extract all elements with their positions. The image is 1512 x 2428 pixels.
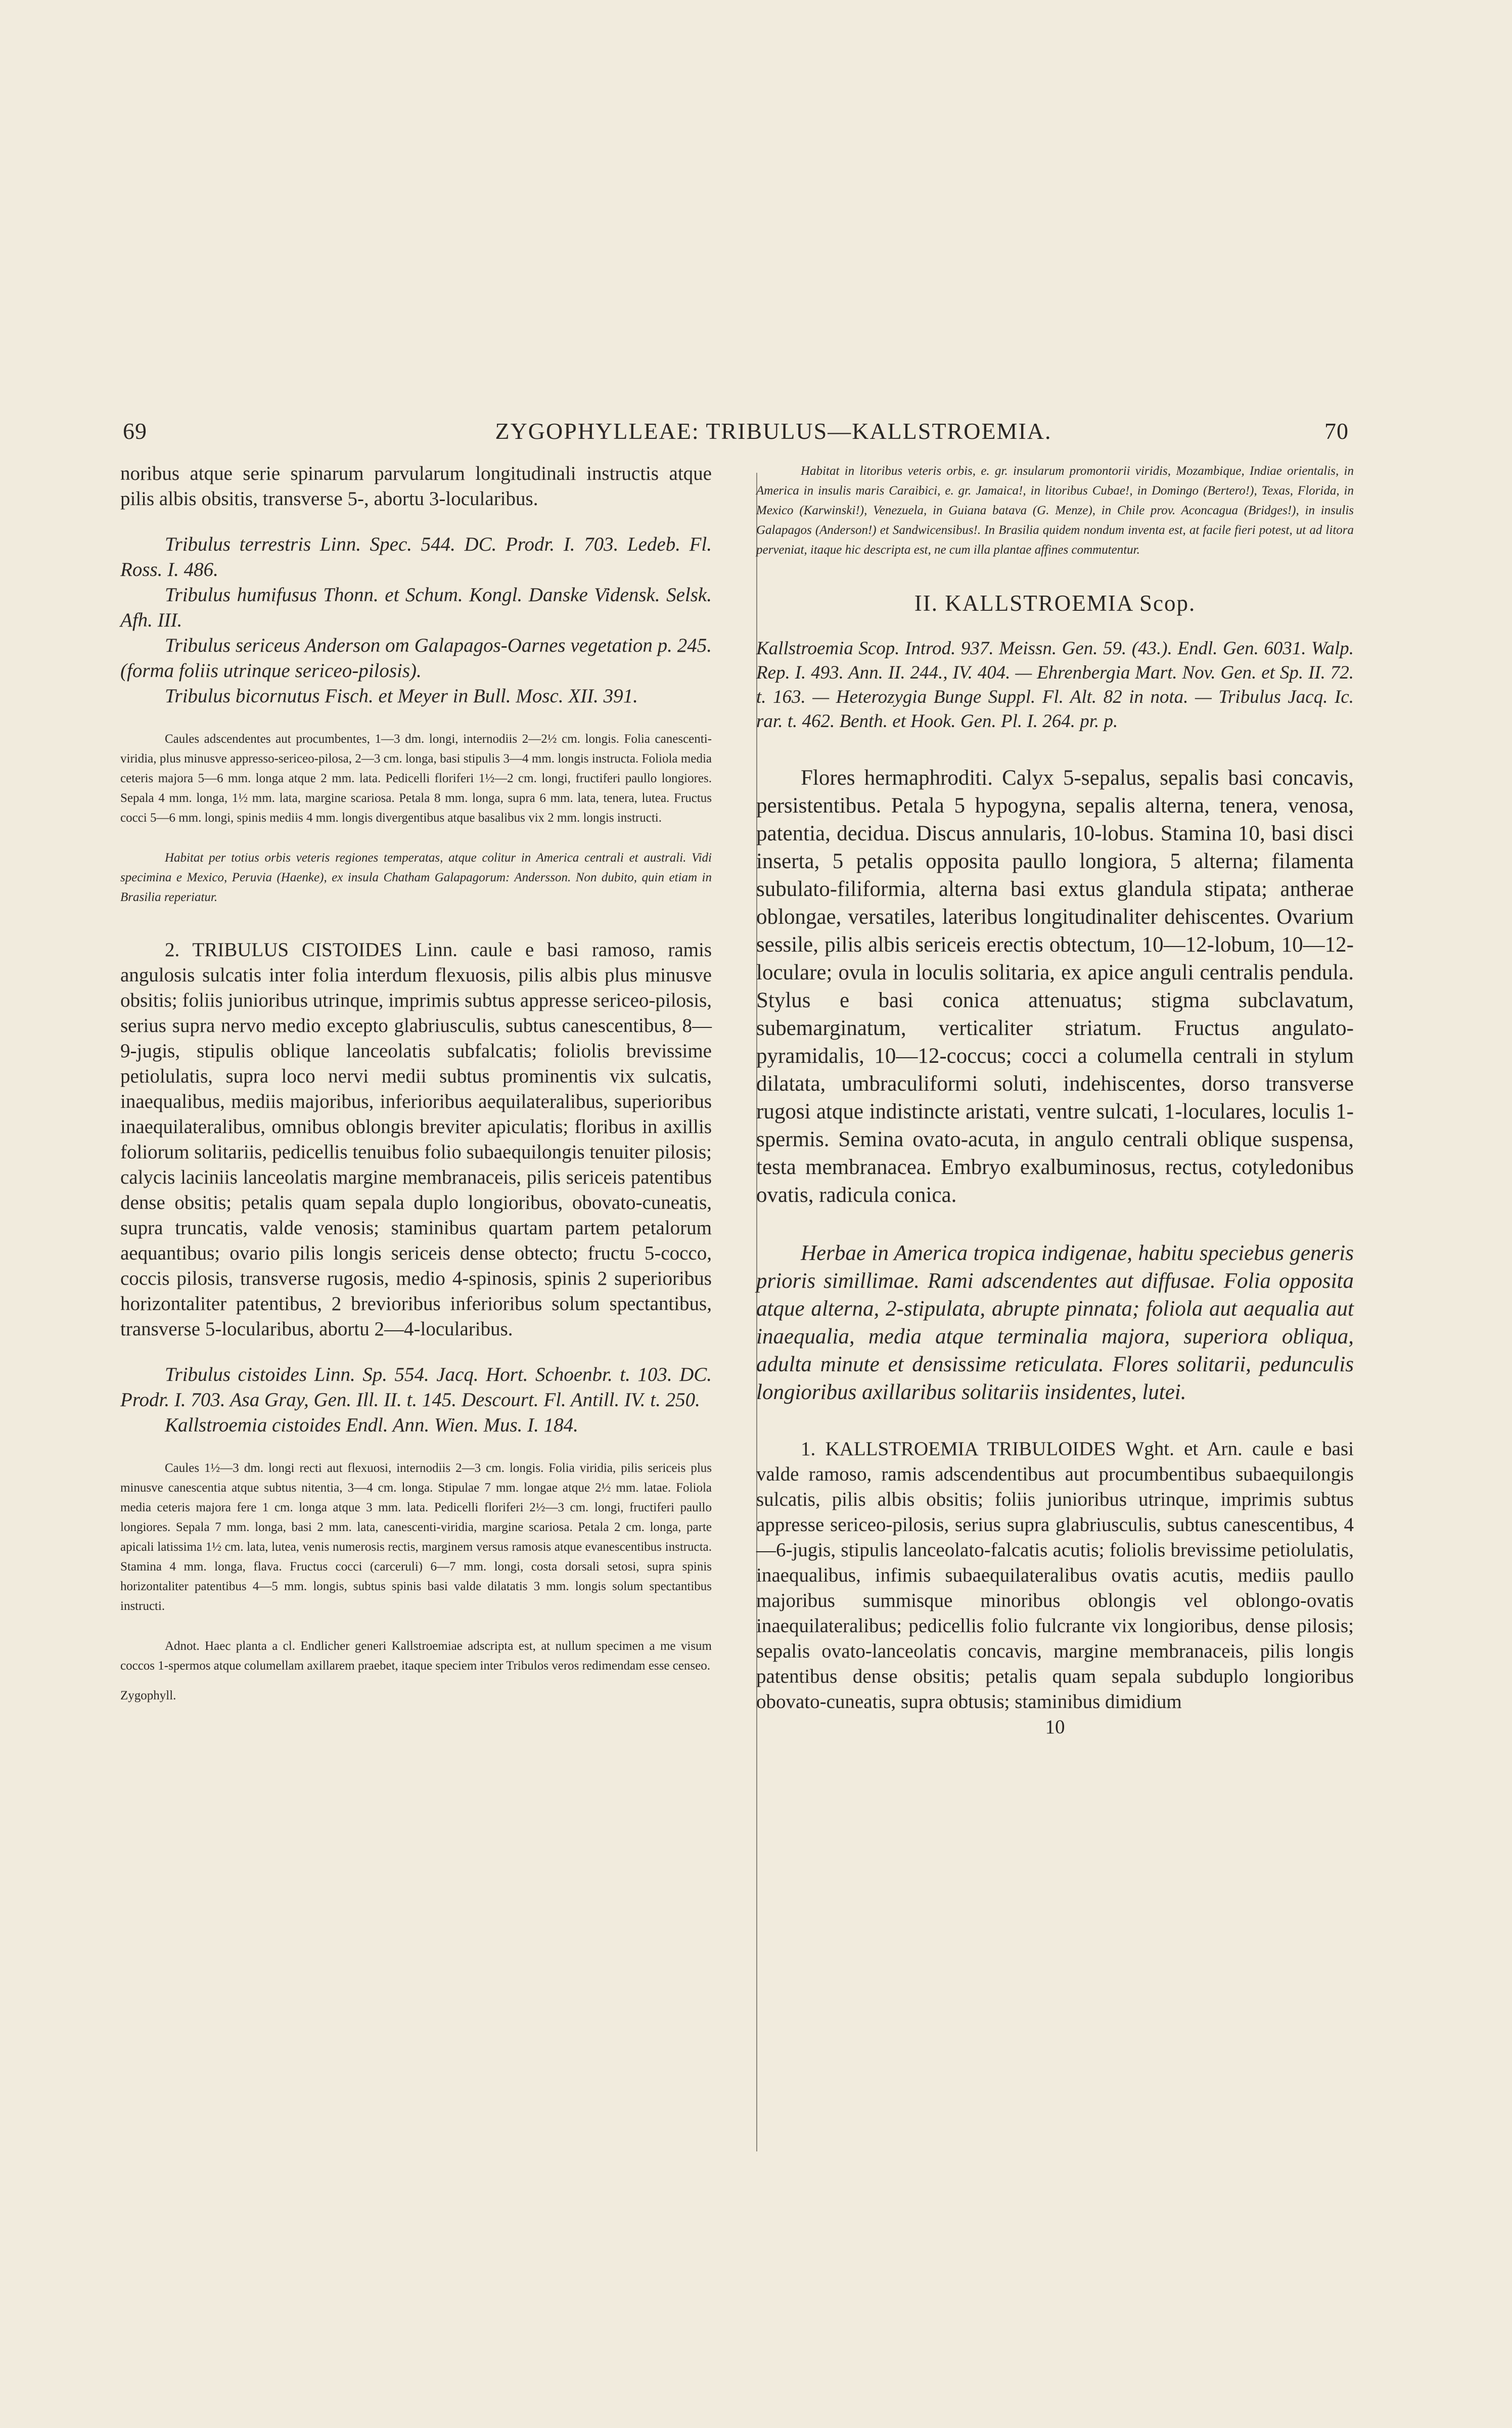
synonym-line: Tribulus sericeus Anderson om Galapagos-Oarnes vegetation p. 245. (forma foliis utrinque sericeo-pilosis). xyxy=(120,635,712,682)
synonym-line: Tribulus terrestris Linn. Spec. 544. DC. Prodr. I. 703. Ledeb. Fl. Ross. I. 486. xyxy=(120,533,712,580)
synonym-line: Kallstroemia cistoides Endl. Ann. Wien. Mus. I. 184. xyxy=(165,1414,578,1436)
species-description: 1. KALLSTROEMIA TRIBULOIDES Wght. et Arn. caule e basi valde ramoso, ramis adscendentibus aut procumbentibus subaequilongis sulcatis, pilis albis obsitis; foliis junioribus utrinque, imprimis subtus appresse sericeo-pilosis, serius supra glabriusculis, subtus canescentibus, 4—6-jugis, stipulis lanceolato-falcatis acutis; foliolis brevissime petiolulatis, inaequalibus, infimis subaequilateralibus ovatis acutis, mediis paullo majoribus summisque minoribus oblongis vel oblongo-ovatis inaequilateralibus; pedicellis folio fulcrante vix longioribus, dense pilosis; sepalis ovato-lanceolatis concavis, margine membranaceis, pilis longis patentibus dense obsitis; petalis quam sepala subduplo longioribus obovato-cuneatis, supra obtusis; staminibus dimidium xyxy=(756,1438,1354,1713)
species-description: 2. TRIBULUS CISTOIDES Linn. caule e basi ramoso, ramis angulosis sulcatis inter folia interdum flexuosis, pilis albis plus minusve obsitis; foliis junioribus utrinque, imprimis subtus appresse sericeo-pilosis, serius supra nervo medio excepto glabriusculis, subtus canescentibus, 8—9-jugis, stipulis oblique lanceolatis subfalcatis; foliolis brevissime petiolulatis, supra loco nervi medii subtus prominentis vix sulcatis, inaequalibus, mediis majoribus, inferioribus aequilateralibus, superioribus inaequilateralibus, omnibus oblongis breviter apiculatis; floribus in axillis foliorum solitariis, pedicellis tenuibus folio subaequilongis tenuiter pilosis; calycis laciniis lanceolatis margine membranaceis, pilis sericeis patentibus dense obsitis; petalis quam sepala duplo longioribus, obovato-cuneatis, supra truncatis, valde venosis; staminibus quartam partem petalorum aequantibus; ovario pilis longis sericeis dense obtecto; fructu 5-cocco, coccis pilosis, transverse rugosis, medio 4-spinosis, spinis 2 superioribus horizontaliter patentibus, 2 brevioribus inferioribus solum spectantibus, transverse 5-locularibus, abortu 2—4-locularibus. xyxy=(120,939,712,1340)
page-number-right: 70 xyxy=(1324,418,1349,444)
synonym-line: Tribulus humifusus Thonn. et Schum. Kongl. Danske Vidensk. Selsk. Afh. III. xyxy=(120,584,712,631)
genus-description: Flores hermaphroditi. Calyx 5-sepalus, sepalis basi concavis, persistentibus. Petala 5 hypogyna, sepalis alterna, tenera, venosa, patentia, decidua. Discus annularis, 10-lobus. Stamina 10, basi disci inserta, 5 petalis opposita paullo longiora, 5 alterna; filamenta subulato-filiformia, alterna basi extus glandula stipata; antherae oblongae, versatiles, lateribus longitudinaliter dehiscentes. Ovarium sessile, pilis albis sericeis erectis obtectum, 10—12-lobum, 10—12-loculare; ovula in loculis solitaria, ex apice anguli centralis pendula. Stylus e basi conica attenuatus; stigma subclavatum, subemarginatum, verticaliter striatum. Fructus angulato-pyramidalis, 10—12-coccus; cocci a columella centrali in stylum dilatata, umbraculiformi soluti, indehiscentes, dorso transverse rugosi atque indistincte aristati, ventre sulcati, 1-loculares, loculis 1-spermis. Semina ovato-acuta, in angulo centrali oblique suspensa, testa membranacea. Embryo exalbuminosus, rectus, cotyledonibus ovatis, radicula conica. xyxy=(756,766,1354,1207)
continued-description: noribus atque serie spinarum parvularum longitudinali instructis atque pilis albis obsitis, transverse 5-, abortu 3-locularibus. xyxy=(120,463,712,510)
synonym-line: Tribulus bicornutus Fisch. et Meyer in Bull. Mosc. XII. 391. xyxy=(165,685,638,707)
genus-habit-note: Herbae in America tropica indigenae, habitu speciebus generis prioris simillimae. Rami adscendentes aut diffusae. Folia opposita atque alterna, 2-stipulata, abrupte pinnata; foliola aut aequalia aut inaequalia, media atque terminalia majora, superiora obliqua, adulta minute et densissime reticulata. Flores solitarii, pedunculis longioribus axillaribus solitariis insidentes, lutei. xyxy=(756,1241,1354,1404)
measurement-description: Caules adscendentes aut procumbentes, 1—3 dm. longi, internodiis 2—2½ cm. longis. Folia canescenti-viridia, plus minusve appresso-sericeo-pilosa, 2—3 cm. longa, basi stipulis 3—4 mm. longis instructa. Foliola media ceteris majora 5—6 mm. longa atque 2 mm. lata. Pedicelli floriferi 1½—2 cm. longi, fructiferi paullo longiores. Sepala 4 mm. longa, 1½ mm. lata, margine scariosa. Petala 8 mm. longa, supra 6 mm. lata, tenera, lutea. Fructus cocci 5—6 mm. longi, spinis mediis 4 mm. longis divergentibus atque basalibus vix 2 mm. longis instructi. xyxy=(120,732,712,825)
measurement-description: Caules 1½—3 dm. longi recti aut flexuosi, internodiis 2—3 cm. longis. Folia viridia, pilis sericeis plus minusve canescentia atque subtus nitentia, 3—4 cm. longa. Stipulae 7 mm. longae atque 2½ mm. latae. Foliola media ceteris majora fere 1 cm. longa atque 3 mm. lata. Pedicelli floriferi 2½—3 cm. longi, fructiferi paullo longiores. Sepala 7 mm. longa, basi 2 mm. lata, canescenti-viridia, margine scariosa. Petala 2 cm. longa, parte apicali latissima 1½ cm. lata, lutea, venis numerosis rectis, marginem versus ramosis atque evanescentibus instructa. Stamina 4 mm. longa, flava. Fructus cocci (carceruli) 6—7 mm. longi, costa dorsali setosi, supra spinis horizontaliter patentibus 4—5 mm. longis, subtus spinis basi valde dilatatis 3 mm. longis solum spectantibus instructi. xyxy=(120,1461,712,1613)
running-title: ZYGOPHYLLEAE: TRIBULUS—KALLSTROEMIA. xyxy=(495,418,1052,444)
genus-synonymy: Kallstroemia Scop. Introd. 937. Meissn. Gen. 59. (43.). Endl. Gen. 6031. Walp. Rep. I. 493. Ann. II. 244., IV. 404. — Ehrenbergia Mart. Nov. Gen. et Sp. II. 72. t. 163. — Heterozygia Bunge Suppl. Fl. Alt. 82 in nota. — Tribulus Jacq. Ic. rar. t. 462. Benth. et Hook. Gen. Pl. I. 264. pr. p. xyxy=(756,638,1354,732)
page-number-left: 69 xyxy=(123,418,147,444)
signature-number: 10 xyxy=(1045,1716,1065,1738)
left-column xyxy=(120,461,712,1705)
habitat-note: Habitat in litoribus veteris orbis, e. gr. insularum promontorii viridis, Mozambique, Indiae orientalis, in America in insulis maris Caraibici, e. gr. Jamaica!, in litoribus Cubae!, in Domingo (Bertero!), Texas, Florida, in Mexico (Karwinski!), Venezuela, in Guiana batava (G. Menze), in Chile prov. Aconcagua (Bridges!), in insulis Galapagos (Anderson!) et Sandwicensibus!. In Brasilia quidem nondum inventa est, at facile fieri potest, ut ad litora perveniat, itaque hic descripta est, ne cum illa plantae affines commutentur. xyxy=(756,464,1354,557)
synonym-line: Tribulus cistoides Linn. Sp. 554. Jacq. Hort. Schoenbr. t. 103. DC. Prodr. I. 703. Asa Gray, Gen. Ill. II. t. 145. Descourt. Fl. Antill. IV. t. 250. xyxy=(120,1364,712,1411)
genus-heading: II. KALLSTROEMIA Scop. xyxy=(914,591,1196,616)
annotation-note: Adnot. Haec planta a cl. Endlicher generi Kallstroemiae adscripta est, at nullum specimen a me visum coccos 1-spermos atque columellam axillarem praebet, itaque speciem inter Tribulos veros redimendam esse censeo. xyxy=(120,1639,712,1673)
right-column xyxy=(756,461,1354,1740)
signature-mark: Zygophyll. xyxy=(120,1689,176,1702)
habitat-note: Habitat per totius orbis veteris regiones temperatas, atque colitur in America centrali et australi. Vidi specimina e Mexico, Peruvia (Haenke), ex insula Chatham Galapagorum: Andersson. Non dubito, quin etiam in Brasilia reperiatur. xyxy=(120,851,712,904)
